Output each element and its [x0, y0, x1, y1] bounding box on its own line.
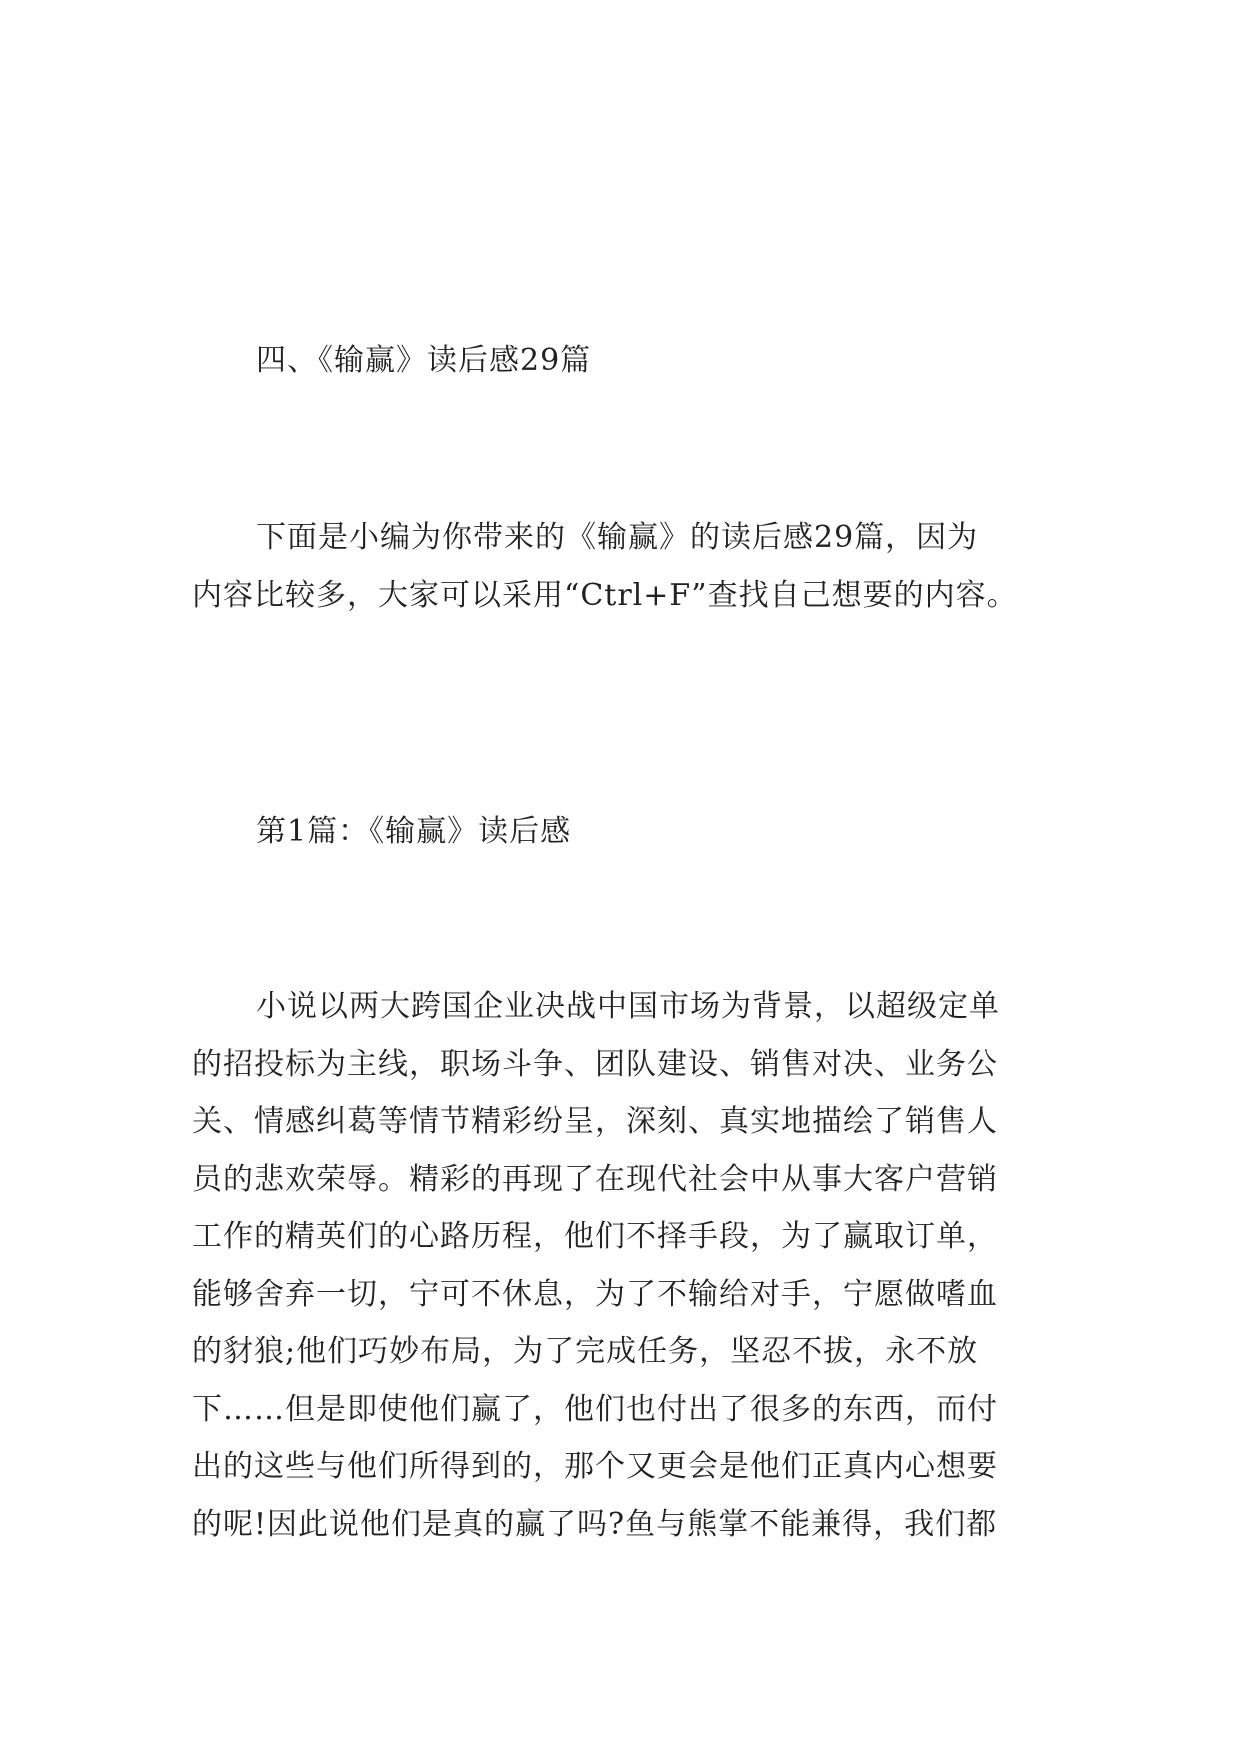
section-heading: 四、《输赢》读后感29篇	[256, 343, 592, 378]
body-line: 的豺狼;他们巧妙布局，为了完成任务，坚忍不拔，永不放	[192, 1334, 979, 1369]
intro-line-1: 下面是小编为你带来的《输赢》的读后感29篇，因为	[256, 520, 979, 555]
body-line: 能够舍弃一切，宁可不休息，为了不输给对手，宁愿做嗜血	[192, 1276, 998, 1312]
body-line: 关、情感纠葛等情节精彩纷呈，深刻、真实地描绘了销售人	[192, 1104, 998, 1139]
article-body	[192, 978, 1072, 1553]
body-line: 出的这些与他们所得到的，那个又更会是他们正真内心想要	[192, 1449, 998, 1484]
body-line: 员的悲欢荣辱。精彩的再现了在现代社会中从事大客户营销	[192, 1161, 998, 1197]
body-line: 下……但是即使他们赢了，他们也付出了很多的东西，而付	[192, 1391, 998, 1427]
body-line: 的呢!因此说他们是真的赢了吗?鱼与熊掌不能兼得，我们都	[192, 1506, 998, 1542]
body-line: 工作的精英们的心路历程，他们不择手段，为了赢取订单，	[192, 1219, 998, 1254]
intro-line-2: 内容比较多，大家可以采用“Ctrl+F”查找自己想要的内容。	[192, 578, 1018, 613]
article-title: 第1篇：《输赢》读后感	[256, 814, 572, 849]
body-line: 的招投标为主线，职场斗争、团队建设、销售对决、业务公	[192, 1046, 998, 1082]
body-line: 小说以两大跨国企业决战中国市场为背景，以超级定单	[256, 989, 1000, 1024]
